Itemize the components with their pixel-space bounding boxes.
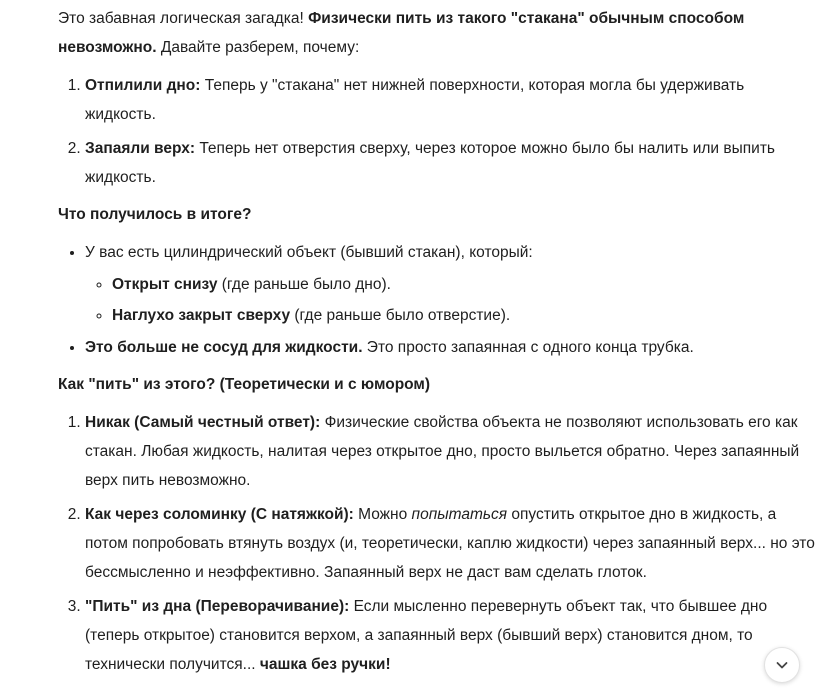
intro-text-end: Давайте разберем, почему: [156, 39, 360, 56]
section-heading-result [58, 200, 818, 229]
options-list [58, 408, 818, 679]
reasons-list [58, 71, 818, 192]
list-item-bold: Запаяли верх: [85, 140, 196, 157]
list-item-bold: Это больше не сосуд для жидкости. [85, 339, 363, 356]
list-item [85, 500, 818, 587]
list-item-text: Теперь у "стакана" нет нижней поверхности, которая могла бы удерживать жидкость. [85, 77, 745, 123]
list-item-text: Если мысленно перевернуть объект так, что бывшее дно (теперь открытое) становится верхом, а запаянный верх (бывший верх) становится дном, то технически получится... [85, 598, 768, 673]
list-item-text: У вас есть цилиндрический объект (бывший стакан), который: [85, 244, 533, 261]
list-item-italic: попытаться [411, 506, 508, 523]
list-item [85, 333, 818, 362]
list-item [85, 134, 818, 192]
list-item-text: Можно [353, 506, 412, 523]
result-sub-list [85, 270, 818, 330]
list-item-bold: Как через соломинку (С натяжкой): [85, 506, 354, 523]
list-item-bold: Открыт снизу [112, 276, 218, 293]
list-item-text: Теперь нет отверстия сверху, через которое можно было бы налить или выпить жидкость. [85, 140, 776, 186]
list-item [85, 408, 818, 495]
result-bullet-list [58, 238, 818, 362]
intro-paragraph [58, 4, 818, 62]
list-item-text: опустить открытое дно в жидкость, а потом попробовать втянуть воздух (и, теоретически, каплю жидкости) через запаянный верх... но это бессмысленно и неэффективно. Запаянный верх не даст вам сделать глоток. [85, 506, 815, 581]
section-heading-text: Что получилось в итоге? [58, 206, 252, 223]
list-item [85, 71, 818, 129]
list-item-bold-end: чашка без ручки! [259, 656, 391, 673]
list-item [85, 592, 818, 679]
chat-response [58, 4, 818, 684]
section-heading-text: Как "пить" из этого? (Теоретически и с юмором) [58, 376, 431, 393]
list-item-text: Физические свойства объекта не позволяют использовать его как стакан. Любая жидкость, налитая через открытое дно, просто выльется обратно. Через запаянный верх пить невозможно. [85, 414, 800, 489]
list-item-bold: Отпилили дно: [85, 77, 201, 94]
scroll-to-bottom-button[interactable] [764, 647, 800, 683]
list-item-text: (где раньше было дно). [217, 276, 391, 293]
list-item [112, 301, 818, 330]
intro-bold: Физически пить из такого "стакана" обычным способом невозможно. [58, 10, 745, 56]
list-item [112, 270, 818, 299]
list-item-text: Это просто запаянная с одного конца трубка. [362, 339, 694, 356]
list-item-text: (где раньше было отверстие). [290, 307, 511, 324]
intro-text-start: Это забавная логическая загадка! [58, 10, 309, 27]
list-item-bold: "Пить" из дна (Переворачивание): [85, 598, 350, 615]
list-item-bold: Наглухо закрыт сверху [112, 307, 291, 324]
section-heading-how-to-drink [58, 370, 818, 399]
chevron-down-icon [774, 657, 790, 673]
list-item-bold: Никак (Самый честный ответ): [85, 414, 321, 431]
list-item [85, 238, 818, 330]
